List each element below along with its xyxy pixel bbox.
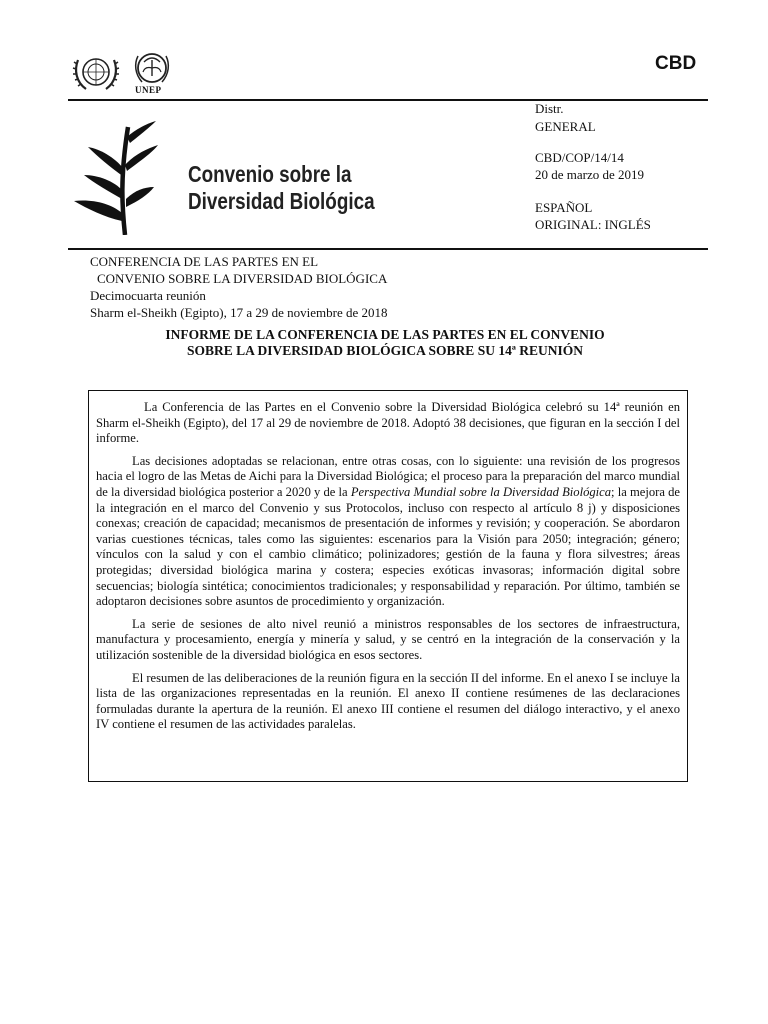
document-date: 20 de marzo de 2019 — [535, 167, 645, 182]
summary-paragraph-2-italic: Perspectiva Mundial sobre la Diversidad Biológica — [350, 484, 612, 499]
document-symbol: CBD/COP/14/14 — [535, 150, 624, 165]
summary-paragraph-2 — [96, 454, 680, 610]
top-divider — [68, 99, 708, 101]
summary-box — [88, 390, 688, 782]
header-divider — [68, 248, 708, 250]
logo-title-line2: Diversidad Biológica — [188, 188, 375, 214]
cbd-plant-logo-icon — [70, 117, 165, 235]
logo-title-line1: Convenio sobre la — [188, 161, 352, 187]
document-code: CBD — [655, 53, 697, 74]
original-language: ORIGINAL: INGLÉS — [535, 217, 651, 232]
summary-paragraph-4: El resumen de las deliberaciones de la reunión figura en la sección II del informe. En el anexo I se incluye la lista de las organizaciones representadas en la reunión. El anexo II contiene resúmenes de las declaraciones formuladas durante la apertura de la reunión. El anexo III contiene el resumen del diálogo interactivo, y el anexo IV contiene el resumen de las actividades paralelas. — [96, 670, 680, 732]
summary-paragraph-2-end: ; la mejora de la integración en el marco del Convenio y sus Protocolos, incluso con respecto al artículo 8 j) y disposiciones conexas; creación de capacidad; mecanismos de presentación de informes y revisión; y cooperación. Se abordaron varias cuestiones técnicas, tales como las siguientes: escenarios para la Visión para 2050; integración; género; vínculos con la salud y con el cambio climático; polinizadores; gestión de la fauna y flora silvestres; áreas protegidas; diversidad biológica marina y costera; especies exóticas invasoras; información digital sobre secuencias; biología sintética; conocimientos tradicionales; y responsabilidad y reparación. Por último, también se adoptaron decisiones sobre asuntos de procedimiento y organización. — [96, 484, 680, 609]
un-emblem-icon — [72, 52, 120, 94]
conference-session: Decimocuarta reunión — [90, 288, 206, 303]
conference-place-dates: Sharm el-Sheikh (Egipto), 17 a 29 de noviembre de 2018 — [90, 305, 388, 320]
report-title-line2: SOBRE LA DIVERSIDAD BIOLÓGICA SOBRE SU 14ª REUNIÓN — [186, 343, 583, 358]
summary-paragraph-3: La serie de sesiones de alto nivel reunió a ministros responsables de los sectores de infraestructura, manufactura y procesamiento, energía y minería y salud, y se centró en la integración de la conservación y la utilización sostenible de la diversidad biológica en esos sectores. — [96, 616, 680, 662]
summary-paragraph-2-start: Las decisiones adoptadas se relacionan, entre otras cosas, con lo siguiente: una revisión de los progresos hacia el logro de las Metas de Aichi para la Diversidad Biológica; el proceso para la preparación del marco mundial de la diversidad biológica posterior a 2020 y de la — [96, 453, 680, 499]
summary-paragraph-1: La Conferencia de las Partes en el Convenio sobre la Diversidad Biológica celebró su 14ª reunión en Sharm el-Sheikh (Egipto), del 17 al 29 de noviembre de 2018. Adoptó 38 decisiones, que figuran en la sección I del informe. — [96, 400, 680, 446]
document-language: ESPAÑOL — [535, 200, 593, 215]
distr-label: Distr. — [535, 101, 564, 116]
unep-label: UNEP — [135, 85, 162, 95]
report-title-line1: INFORME DE LA CONFERENCIA DE LAS PARTES EN EL CONVENIO — [165, 327, 605, 342]
conference-line2: CONVENIO SOBRE LA DIVERSIDAD BIOLÓGICA — [97, 271, 388, 286]
unep-emblem-icon — [130, 50, 174, 88]
conference-line1: CONFERENCIA DE LAS PARTES EN EL — [90, 254, 319, 269]
distribution-general: GENERAL — [535, 119, 596, 134]
